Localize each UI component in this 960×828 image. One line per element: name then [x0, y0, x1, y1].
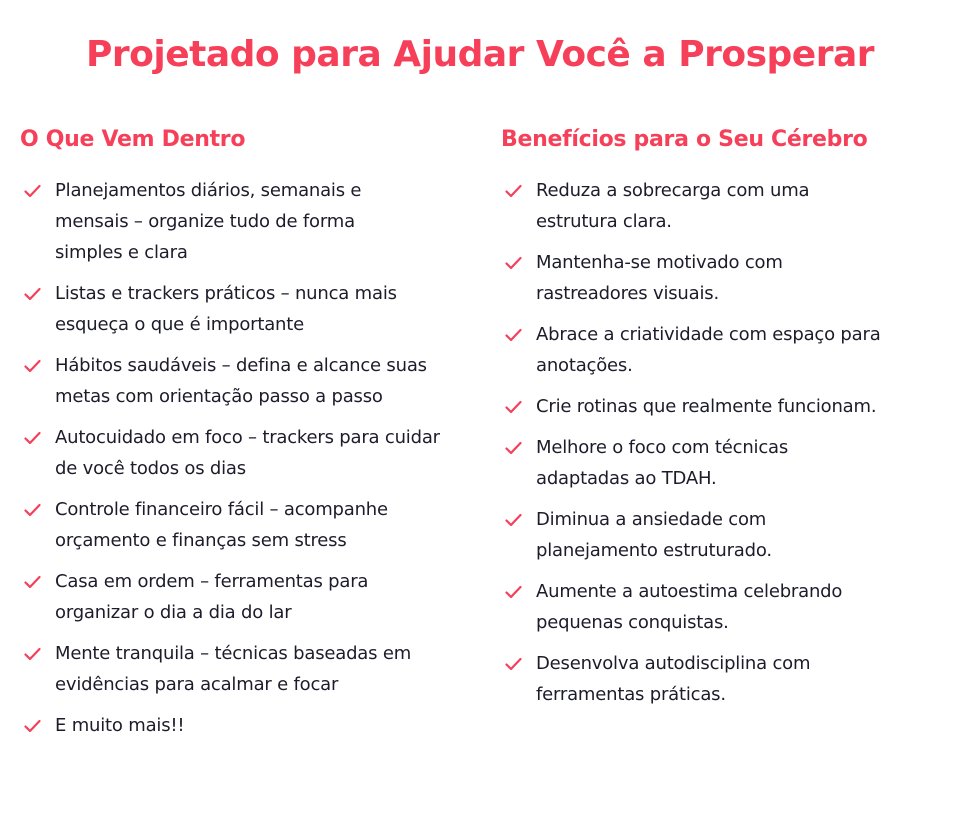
list-item [501, 391, 951, 422]
brain-benefits-list [501, 175, 951, 710]
list-item-text: Desenvolva autodisciplina com ferramentas práticas. [536, 653, 811, 705]
checkmark-icon [24, 184, 41, 198]
checkmark-icon [24, 575, 41, 589]
list-item [501, 175, 881, 237]
list-item-text: E muito mais!! [55, 715, 185, 736]
list-item-text: Abrace a criatividade com espaço para anotações. [536, 324, 881, 376]
list-item-text: Autocuidado em foco – trackers para cuidar de você todos os dias [55, 427, 440, 479]
list-item [20, 494, 465, 556]
list-item-text: Crie rotinas que realmente funcionam. [536, 396, 877, 417]
checkmark-icon [24, 647, 41, 661]
list-item [501, 576, 921, 638]
checkmark-icon [505, 441, 522, 455]
list-item-text: Mente tranquila – técnicas baseadas em evidências para acalmar e focar [55, 643, 412, 695]
checkmark-icon [505, 585, 522, 599]
list-item-text: Planejamentos diários, semanais e mensais – organize tudo de forma simples e clara [55, 180, 362, 263]
checkmark-icon [505, 328, 522, 342]
whats-inside-list [20, 175, 480, 741]
list-item [20, 175, 420, 268]
list-item [20, 422, 445, 484]
list-item-text: Casa em ordem – ferramentas para organizar o dia a dia do lar [55, 571, 369, 623]
checkmark-icon [505, 184, 522, 198]
whats-inside-section [20, 124, 480, 751]
checkmark-icon [505, 513, 522, 527]
checkmark-icon [24, 359, 41, 373]
list-item-text: Listas e trackers práticos – nunca mais esqueça o que é importante [55, 283, 397, 335]
list-item-text: Aumente a autoestima celebrando pequenas conquistas. [536, 581, 843, 633]
list-item [501, 504, 881, 566]
list-item [20, 278, 460, 340]
list-item [501, 319, 906, 381]
list-item-text: Hábitos saudáveis – defina e alcance suas metas com orientação passo a passo [55, 355, 427, 407]
whats-inside-heading: O Que Vem Dentro [20, 127, 246, 152]
list-item [501, 648, 901, 710]
checkmark-icon [24, 503, 41, 517]
list-item-text: Controle financeiro fácil – acompanhe orçamento e finanças sem stress [55, 499, 388, 551]
checkmark-icon [24, 287, 41, 301]
list-item [20, 710, 460, 741]
brain-benefits-section [501, 124, 951, 720]
list-item-text: Mantenha-se motivado com rastreadores visuais. [536, 252, 783, 304]
brain-benefits-heading: Benefícios para o Seu Cérebro [501, 127, 868, 152]
checkmark-icon [24, 719, 41, 733]
list-item-text: Melhore o foco com técnicas adaptadas ao TDAH. [536, 437, 789, 489]
checkmark-icon [505, 657, 522, 671]
list-item [20, 350, 445, 412]
checkmark-icon [505, 400, 522, 414]
list-item [20, 638, 460, 700]
list-item-text: Diminua a ansiedade com planejamento estruturado. [536, 509, 772, 561]
list-item [20, 566, 445, 628]
page-title: Projetado para Ajudar Você a Prosperar [85, 34, 874, 75]
list-item [501, 432, 881, 494]
checkmark-icon [24, 431, 41, 445]
list-item-text: Reduza a sobrecarga com uma estrutura clara. [536, 180, 810, 232]
list-item [501, 247, 881, 309]
checkmark-icon [505, 256, 522, 270]
